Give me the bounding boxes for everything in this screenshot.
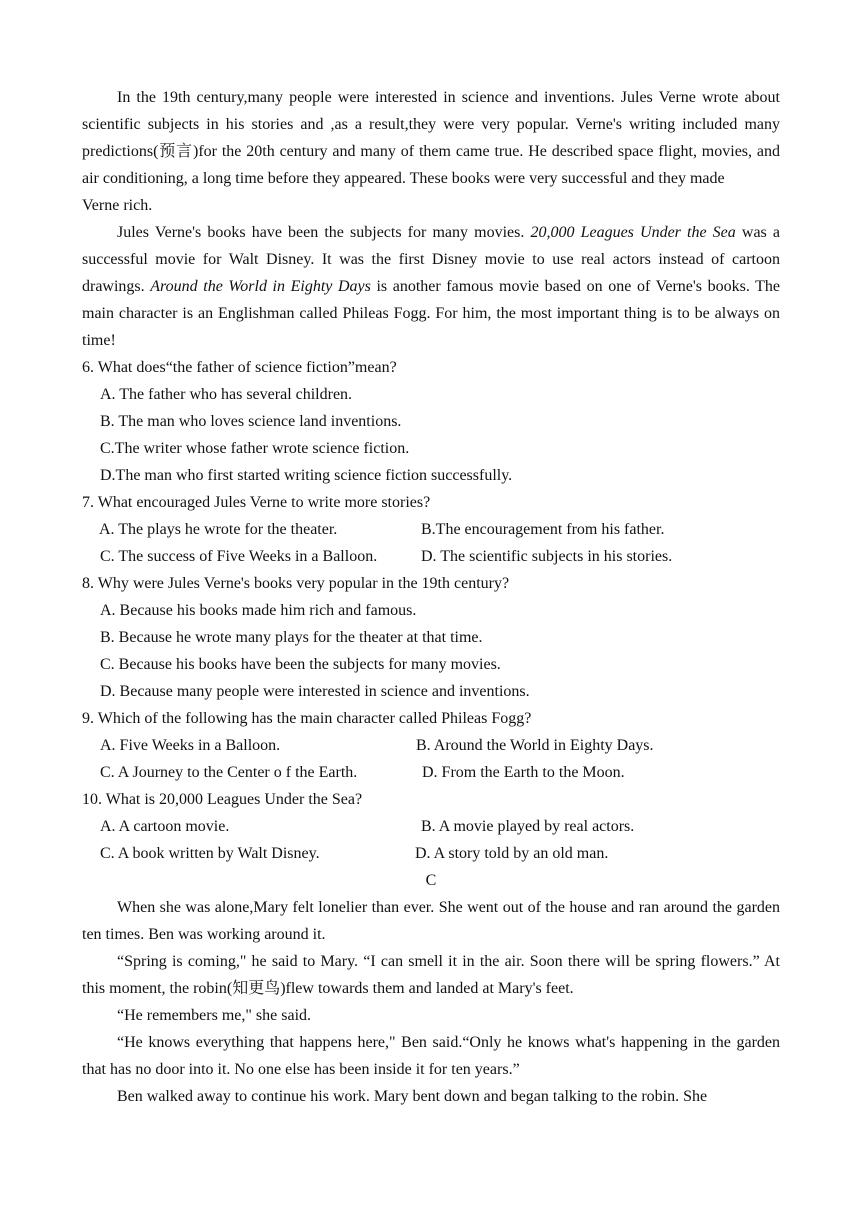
movie-title: Around the World in Eighty Days <box>150 278 371 295</box>
option-10d: D. A story told by an old man. <box>415 845 609 862</box>
option-row <box>82 732 780 759</box>
movie-title: 20,000 Leagues Under the Sea <box>530 224 736 241</box>
option-row <box>82 813 780 840</box>
option-6d: D.The man who first started writing science fiction successfully. <box>100 467 513 484</box>
question-8: 8. Why were Jules Verne's books very popular in the 19th century? <box>82 575 510 592</box>
option-7b: B.The encouragement from his father. <box>421 521 665 538</box>
passage-paragraph-2 <box>82 219 780 354</box>
option-9d: D. From the Earth to the Moon. <box>422 764 625 781</box>
question-6: 6. What does“the father of science fiction”mean? <box>82 359 397 376</box>
question-10: 10. What is 20,000 Leagues Under the Sea? <box>82 791 363 808</box>
section-c-paragraph-5: Ben walked away to continue his work. Mary bent down and began talking to the robin. She <box>117 1088 708 1105</box>
section-heading: C <box>425 872 437 889</box>
section-c-paragraph-3: “He remembers me," she said. <box>117 1007 312 1024</box>
option-6b: B. The man who loves science land inventions. <box>100 413 402 430</box>
option-8d: D. Because many people were interested in science and inventions. <box>100 683 530 700</box>
document-page <box>82 84 780 1110</box>
option-8a: A. Because his books made him rich and famous. <box>100 602 417 619</box>
passage-paragraph-1: In the 19th century,many people were interested in science and inventions. Jules Verne wrote about scientific subjects in his stories and ,as a result,they were very popular. Verne's writing included many predictions(预言)for the 20th century and many of them came true. He described space flight, movies, and air conditioning, a long time before they appeared. These books were very successful and they made <box>82 89 780 187</box>
option-row <box>82 543 780 570</box>
section-c-paragraph-1: When she was alone,Mary felt lonelier than ever. She went out of the house and ran around the garden ten times. Ben was working around it. <box>82 899 780 943</box>
option-row <box>82 516 780 543</box>
option-7d: D. The scientific subjects in his stories. <box>421 548 673 565</box>
question-7: 7. What encouraged Jules Verne to write more stories? <box>82 494 431 511</box>
option-8b: B. Because he wrote many plays for the theater at that time. <box>100 629 483 646</box>
option-6c: C.The writer whose father wrote science fiction. <box>100 440 410 457</box>
passage-text: Jules Verne's books have been the subjects for many movies. <box>117 224 531 241</box>
option-7a: A. The plays he wrote for the theater. <box>99 521 338 538</box>
question-9: 9. Which of the following has the main character called Phileas Fogg? <box>82 710 532 727</box>
section-c-paragraph-2: “Spring is coming," he said to Mary. “I can smell it in the air. Soon there will be spring flowers.” At this moment, the robin(知更鸟)flew towards them and landed at Mary's feet. <box>82 953 780 997</box>
option-9a: A. Five Weeks in a Balloon. <box>100 737 281 754</box>
option-9b: B. Around the World in Eighty Days. <box>416 737 654 754</box>
option-10a: A. A cartoon movie. <box>100 818 230 835</box>
option-7c: C. The success of Five Weeks in a Balloon. <box>100 548 378 565</box>
option-9c: C. A Journey to the Center o f the Earth. <box>100 764 358 781</box>
option-10c: C. A book written by Walt Disney. <box>100 845 320 862</box>
option-10b: B. A movie played by real actors. <box>421 818 635 835</box>
passage-paragraph-1-tail: Verne rich. <box>82 197 153 214</box>
option-row <box>82 840 780 867</box>
section-c-paragraph-4: “He knows everything that happens here," Ben said.“Only he knows what's happening in the garden that has no door into it. No one else has been inside it for ten years.” <box>82 1034 780 1078</box>
option-row <box>82 759 780 786</box>
option-6a: A. The father who has several children. <box>100 386 353 403</box>
passage-text: is another famous movie based on one of Verne's books. The main character is an Englishman called Phileas Fogg. For him, the most important thing is to be always on time! <box>82 278 781 349</box>
passage-text: was a successful movie for Walt Disney. It was the first Disney movie to use real actors instead of cartoon drawings. <box>82 224 780 295</box>
option-8c: C. Because his books have been the subjects for many movies. <box>100 656 501 673</box>
